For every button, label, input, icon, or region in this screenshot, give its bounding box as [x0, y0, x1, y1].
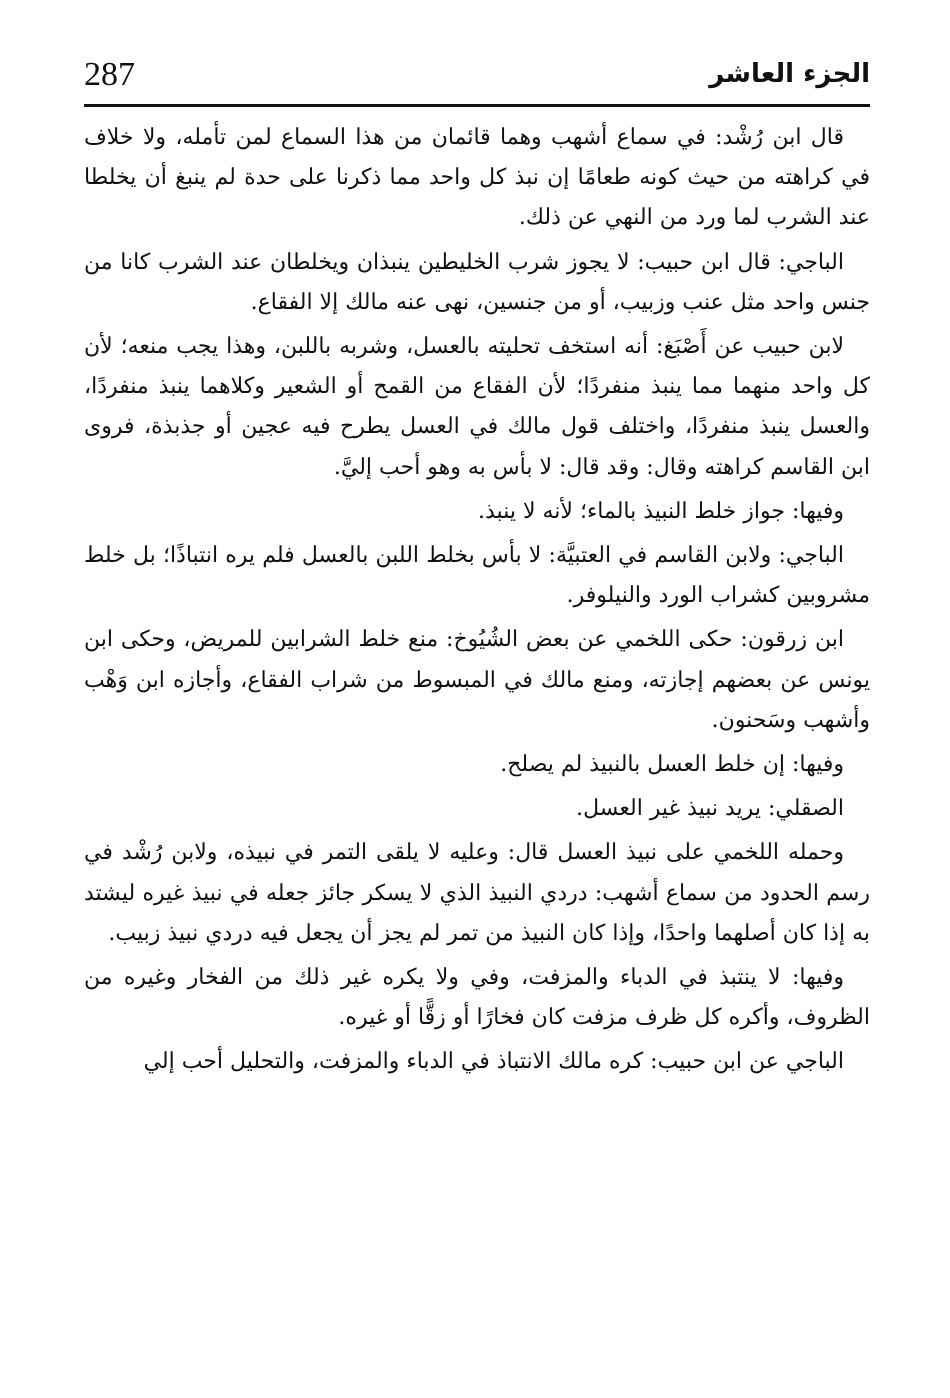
- paragraph: الباجي: ولابن القاسم في العتبيَّة: لا بأس بخلط اللبن بالعسل فلم يره انتباذًا؛ بل خلط مشروبين كشراب الورد والنيلوفر.: [84, 543, 870, 609]
- paragraph: وفيها: لا ينتبذ في الدباء والمزفت، وفي ولا يكره غير ذلك من الفخار وغيره من الظروف، وأكره كل ظرف مزفت كان فخارًا أو زقًّا أو غيره.: [84, 965, 870, 1031]
- paragraph: الباجي: قال ابن حبيب: لا يجوز شرب الخليطين ينبذان ويخلطان عند الشرب كانا من جنس واحد مثل عنب وزبيب، أو من جنسين، نهى عنه مالك إلا الفقاع.: [84, 249, 870, 315]
- paragraph: وحمله اللخمي على نبيذ العسل قال: وعليه لا يلقى التمر في نبيذه، ولابن رُشْد في رسم الحدود من سماع أشهب: دردي النبيذ الذي لا يسكر جائز جعله في نبيذ غيره ليشتد به إذا كان أصلهما واحدًا، وإذا كان النبيذ من تمر لم يجز أن يجعل فيه دردي نبيذ زبيب.: [84, 840, 870, 946]
- paragraph: قال ابن رُشْد: في سماع أشهب وهما قائمان من هذا السماع لمن تأمله، ولا خلاف في كراهته من حيث كونه طعامًا إن نبذ كل واحد مما ذكرنا على حدة لم ينبغ أن يخلطا عند الشرب لما ورد من النهي عن ذلك.: [84, 125, 870, 231]
- paragraph: الباجي عن ابن حبيب: كره مالك الانتباذ في الدباء والمزفت، والتحليل أحب إلي: [143, 1049, 844, 1075]
- header-divider: [84, 104, 870, 107]
- paragraph: وفيها: إن خلط العسل بالنبيذ لم يصلح.: [500, 752, 844, 778]
- paragraph: الصقلي: يريد نبيذ غير العسل.: [576, 796, 844, 822]
- paragraph: ابن زرقون: حكى اللخمي عن بعض الشُيُوخ: منع خلط الشرابين للمريض، وحكى ابن يونس عن بعضهم إجازته، ومنع مالك في المبسوط من شراب الفقاع، وأجازه ابن وَهْب وأشهب وسَحنون.: [84, 627, 870, 733]
- page-number: 287: [84, 56, 135, 93]
- paragraph: وفيها: جواز خلط النبيذ بالماء؛ لأنه لا ينبذ.: [478, 498, 844, 524]
- running-head: الجزء العاشر: [709, 59, 870, 89]
- paragraph: لابن حبيب عن أَصْبَغ: أنه استخف تحليته بالعسل، وشربه باللبن، وهذا يجب منعه؛ لأن كل واحد منهما مما ينبذ منفردًا؛ لأن الفقاع من القمح أو الشعير وكلاهما ينبذ منفردًا، والعسل ينبذ منفردًا، واختلف قول مالك في العسل يطرح فيه عجين أو جذبذة، فروى ابن القاسم كراهته وقال: وقد قال: لا بأس به وهو أحب إليَّ.: [84, 334, 870, 480]
- page-header: [84, 52, 870, 98]
- body-text: [84, 118, 870, 1378]
